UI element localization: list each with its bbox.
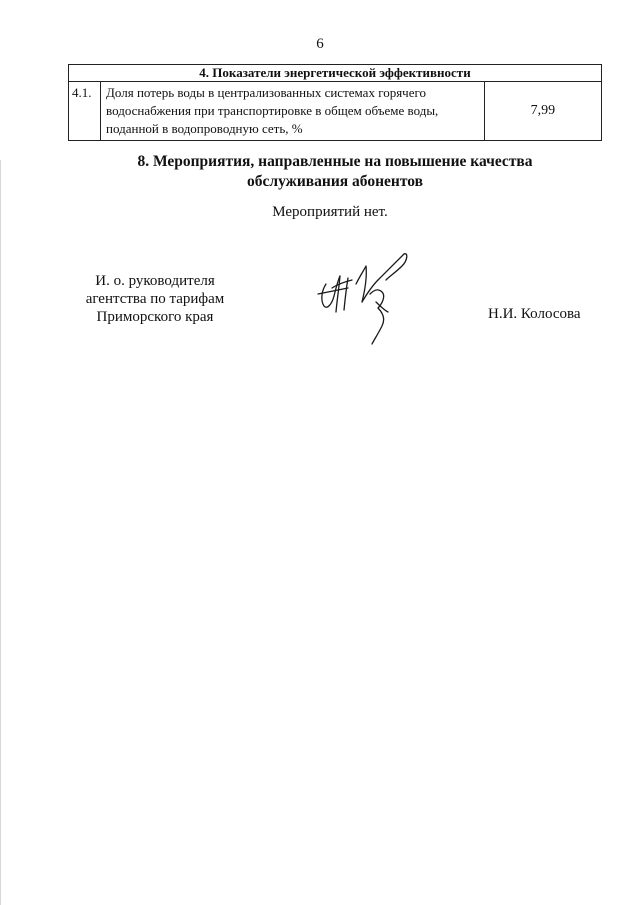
section-heading-line: обслуживания абонентов — [247, 173, 423, 190]
signer-title-line: Приморского края — [96, 309, 214, 325]
row-description-line: водоснабжения при транспортировке в общем объеме воды, — [106, 103, 439, 118]
row-number: 4.1. — [69, 82, 101, 141]
handwritten-signature — [312, 246, 422, 346]
signer-title-line: И. о. руководителя — [95, 273, 215, 289]
table-section-title: 4. Показатели энергетической эффективности — [69, 65, 602, 82]
row-description-line: поданной в водопроводную сеть, % — [106, 121, 303, 136]
signer-name: Н.И. Колосова — [488, 306, 581, 322]
row-value: 7,99 — [484, 82, 601, 141]
page-number: 6 — [316, 36, 324, 52]
table-row — [69, 82, 602, 141]
scan-edge-line — [0, 160, 1, 905]
signer-title — [60, 272, 250, 326]
row-description-line: Доля потерь воды в централизованных системах горячего — [106, 85, 426, 100]
signature-stroke — [378, 254, 407, 280]
section-heading-line: 8. Мероприятия, направленные на повышение качества — [137, 153, 533, 170]
section-heading — [0, 152, 640, 192]
table-section-row — [69, 65, 602, 82]
indicators-table — [68, 64, 602, 141]
signature-stroke — [370, 290, 384, 344]
row-description — [101, 82, 485, 141]
section-body-text: Мероприятий нет. — [272, 204, 388, 220]
signature-stroke — [332, 280, 352, 288]
signer-title-line: агентства по тарифам — [85, 291, 225, 307]
